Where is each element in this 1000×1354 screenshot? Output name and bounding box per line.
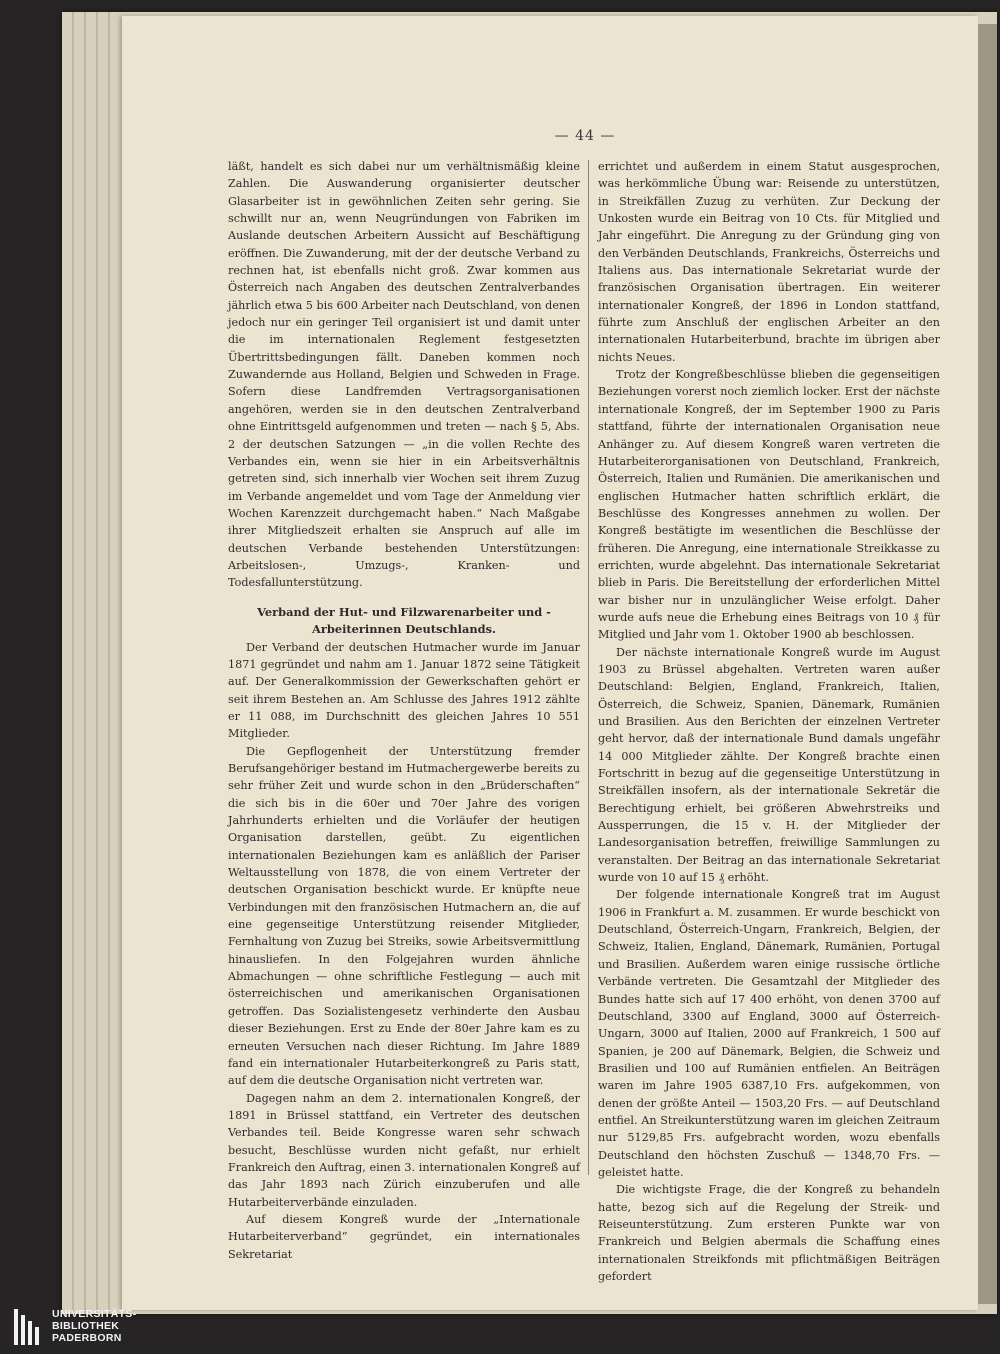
logo-line: BIBLIOTHEK [52, 1320, 120, 1332]
page-number: — 44 — [554, 128, 616, 144]
column-divider [588, 160, 589, 1175]
library-logo-text [52, 1308, 136, 1344]
page-edge-line [84, 12, 86, 1314]
page-edge-line [108, 12, 110, 1314]
paragraph: läßt, handelt es sich dabei nur um verhältnismäßig kleine Zahlen. Die Auswanderung organisierter deutscher Glasarbeiter ist in gewöhnlichen Zeiten sehr gering. Sie schwillt nur an, wenn Neugründungen von Fabriken im Auslande deutschen Arbeitern Aussicht auf Beschäftigung eröffnen. Die Zuwanderung, mit der der deutsche Verband zu rechnen hat, ist ebenfalls nicht groß. Zwar kommen aus Österreich nach Angaben des deutschen Zentralverbandes jährlich etwa 5 bis 600 Arbeiter nach Deutschland, von denen jedoch nur ein geringer Teil organisiert ist und damit unter die im internationalen Reglement festgesetzten Übertrittsbedingungen fällt. Daneben kommen noch Zuwandernde aus Holland, Belgien und Schweden in Frage. Sofern diese Landfremden Vertragsorganisationen angehören, werden sie in den deutschen Zentralverband ohne Eintrittsgeld aufgenommen und treten — nach § 5, Abs. 2 der deutschen Satzungen — „in die vollen Rechte des Verbandes ein, wenn sie hier in ein Arbeitsverhältnis getreten sind, sich innerhalb vier Wochen seit ihrem Zuzug im Verbande angemeldet und vom Tage der Anmeldung vier Wochen Karenzzeit durchgemacht haben.“ Nach Maßgabe ihrer Mitgliedszeit erhalten sie Anspruch auf alle im deutschen Verbande bestehenden Unterstützungen: Arbeitslosen-, Umzugs-, Kranken- und Todesfallunterstützung. [228, 160, 580, 590]
paragraph: Die Gepflogenheit der Unterstützung fremder Berufsangehöriger bestand im Hutmachergewerbe bereits zu sehr früher Zeit und wurde schon in den „Brüderschaften“ die sich bis in die 60er und 70er Jahre des vorigen Jahrhunderts erhielten und die Vorläufer der heutigen Organisation darstellen, geübt. Zu eigentlichen internationalen Beziehungen kam es anläßlich der Pariser Weltausstellung von 1878, die von einem Vertreter der deutschen Organisation beschickt wurde. Er knüpfte neue Verbindungen mit den französischen Hutmachern an, die auf eine gegenseitige Unterstützung reisender Mitglieder, Fernhaltung von Zuzug bei Streiks, sowie Arbeitsvermittlung hinausliefen. In den Folgejahren wurden ähnliche Abmachungen — ohne schriftliche Festlegung — auch mit österreichischen und amerikanischen Organisationen getroffen. Das Sozialistengesetz verhinderte den Ausbau dieser Beziehungen. Erst zu Ende der 80er Jahre kam es zu erneuten Versuchen nach dieser Richtung. Im Jahre 1889 fand ein internationaler Hutarbeiterkongreß zu Paris statt, auf dem die deutsche Organisation nicht vertreten war. [228, 744, 580, 1088]
paragraph: Der folgende internationale Kongreß trat im August 1906 in Frankfurt a. M. zusammen. Er wurde beschickt von Deutschland, Österreich-Ungarn, Frankreich, Belgien, der Schweiz, Italien, England, Dänemark, Rumänien, Portugal und Brasilien. Außerdem waren einige russische örtliche Verbände vertreten. Die Gesamtzahl der Mitglieder des Bundes hatte sich auf 17 400 erhöht, von denen 3700 auf Deutschland, 3300 auf England, 3000 auf Österreich-Ungarn, 3000 auf Italien, 2000 auf Frankreich, 1 500 auf Spanien, je 200 auf Dänemark, Belgien, die Schweiz und Brasilien und 100 auf Rumänien entfielen. An Beiträgen waren im Jahre 1905 6387,10 Frs. aufgekommen, von denen der größte Anteil — 1503,20 Frs. — auf Deutschland entfiel. An Streikunterstützung waren im gleichen Zeitraum nur 5129,85 Frs. aufgebracht worden, wozu ebenfalls Deutschland den höchsten Zuschuß — 1348,70 Frs. — geleistet hatte. [598, 888, 940, 1179]
paragraph: errichtet und außerdem in einem Statut ausgesprochen, was herkömmliche Übung war: Reisende zu unterstützen, in Streikfällen Zuzug zu verhüten. Zur Deckung der Unkosten wurde ein Beitrag von 10 Cts. für Mitglied und Jahr eingeführt. Die Anregung zu der Gründung ging von den Verbänden Deutschlands, Frankreichs, Österreichs und Italiens aus. Das internationale Sekretariat wurde der französischen Organisation übertragen. Ein weiterer internationaler Kongreß, der 1896 in London stattfand, führte zum Anschluß der englischen Arbeiter an den internationalen Hutarbeiterbund, brachte im übrigen aber nichts Neues. [598, 160, 940, 364]
paragraph: Dagegen nahm an dem 2. internationalen Kongreß, der 1891 in Brüssel stattfand, ein Vertreter des deutschen Verbandes teil. Beide Kongresse waren sehr schwach besucht, Beschlüsse wurden nicht gefaßt, nur erhielt Frankreich den Auftrag, einen 3. internationalen Kongreß auf das Jahr 1893 nach Zürich einzuberufen und alle Hutarbeiterverbände einzuladen. [228, 1091, 580, 1209]
library-logo-icon [14, 1309, 44, 1345]
paragraph: Der nächste internationale Kongreß wurde im August 1903 zu Brüssel abgehalten. Vertreten waren außer Deutschland: Belgien, England, Frankreich, Italien, Österreich, die Schweiz, Spanien, Dänemark, Rumänien und Brasilien. Aus den Berichten der einzelnen Vertreter geht hervor, daß der internationale Bund damals ungefähr 14 000 Mitglieder zählte. Der Kongreß brachte einen Fortschritt in bezug auf die gegenseitige Unterstützung in Streikfällen insofern, als der internationale Sekretär die Berechtigung erhielt, bei größeren Abwehrstreiks und Aussperrungen, die 15 v. H. der Mitglieder der Landesorganisation betreffen, freiwillige Sammlungen zu veranstalten. Der Beitrag an das internationale Sekretariat wurde von 10 auf 15 ₰ erhöht. [598, 645, 940, 885]
page-edge-line [96, 12, 98, 1314]
logo-line: UNIVERSITÄTS- [52, 1308, 137, 1320]
paragraph: Trotz der Kongreßbeschlüsse blieben die gegenseitigen Beziehungen vorerst noch ziemlich locker. Erst der nächste internationale Kongreß, der im September 1900 zu Paris stattfand, führte der internationalen Organisation neue Anhänger zu. Auf diesem Kongreß waren vertreten die Hutarbeiterorganisationen von Deutschland, Frankreich, Österreich, Italien und Rumänien. Die amerikanischen und englischen Hutmacher hatten schriftlich erklärt, die Beschlüsse des Kongresses annehmen zu wollen. Der Kongreß bestätigte im wesentlichen die Beschlüsse der früheren. Die Anregung, eine internationale Streikkasse zu errichten, wurde abgelehnt. Das internationale Sekretariat blieb in Paris. Die Bereitstellung der erforderlichen Mittel war bisher nur in unzulänglicher Weise erfolgt. Daher wurde aufs neue die Erhebung eines Beitrags von 10 ₰ für Mitglied und Jahr vom 1. Oktober 1900 ab beschlossen. [598, 368, 940, 642]
right-text-column [598, 158, 940, 1285]
paragraph: Der Verband der deutschen Hutmacher wurde im Januar 1871 gegründet und nahm am 1. Januar 1872 seine Tätigkeit auf. Der Generalkommission der Gewerkschaften gehört er seit ihrem Bestehen an. Am Schlusse des Jahres 1912 zählte er 11 088, im Durchschnitt des gleichen Jahres 10 551 Mitglieder. [228, 640, 580, 741]
left-text-column [228, 158, 580, 1263]
page-edge-line [72, 12, 74, 1314]
logo-line: PADERBORN [52, 1332, 122, 1344]
section-heading: Verband der Hut- und Filzwarenarbeiter und -Arbeiterinnen Deutschlands. [257, 604, 551, 636]
library-logo [14, 1307, 214, 1347]
paragraph: Auf diesem Kongreß wurde der „Internationale Hutarbeiterverband“ gegründet, ein internationales Sekretariat [228, 1212, 580, 1261]
paragraph: Die wichtigste Frage, die der Kongreß zu behandeln hatte, bezog sich auf die Regelung der Streik- und Reiseunterstützung. Zum ersteren Punkte war von Frankreich und Belgien abermals die Schaffung eines internationalen Streikfonds mit pflichtmäßigen Beiträgen gefordert [598, 1183, 940, 1283]
page-right-edge [978, 24, 997, 1304]
